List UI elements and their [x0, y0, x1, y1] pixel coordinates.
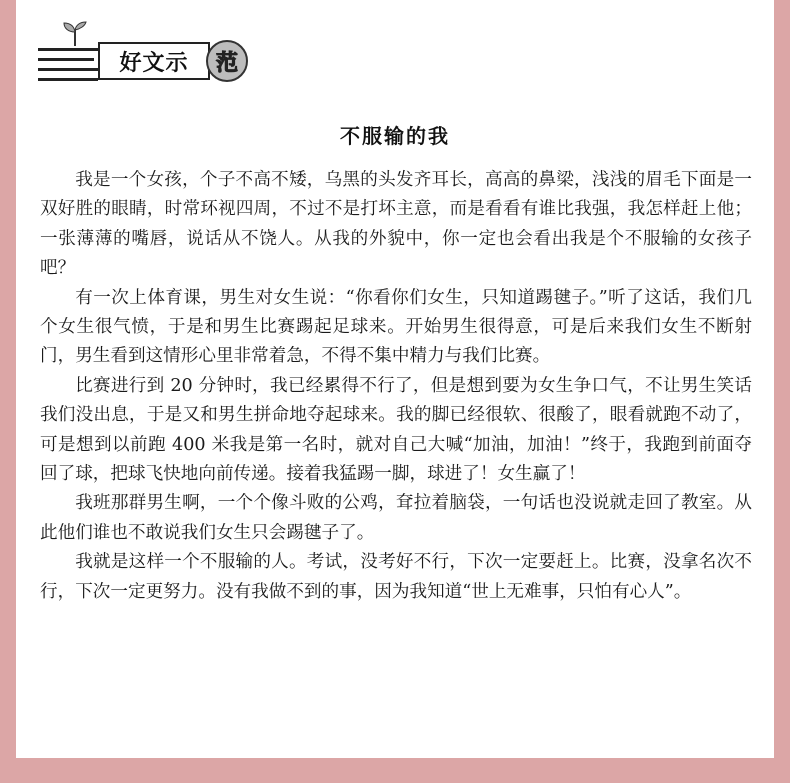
section-label: 好文示	[98, 42, 210, 80]
paragraph: 我是一个女孩，个子不高不矮，乌黑的头发齐耳长，高高的鼻梁，浅浅的眉毛下面是一双好胜的眼睛，时常环视四周，不过不是打坏主意，而是看看有谁比我强，我怎样赶上他；一张薄薄的嘴唇，说话从不饶人。从我的外貌中，你一定也会看出我是个不服输的女孩子吧？	[40, 170, 752, 279]
sprout-icon	[60, 20, 90, 46]
section-header	[38, 20, 248, 82]
page	[16, 0, 774, 758]
article-body	[40, 166, 752, 607]
paragraph: 我班那群男生啊，一个个像斗败的公鸡，耷拉着脑袋，一句话也没说就走回了教室。从此他们谁也不敢说我们女生只会踢毽子了。	[40, 493, 752, 543]
fan-badge-icon: 范	[206, 40, 248, 82]
paragraph: 我就是这样一个不服输的人。考试，没考好不行，下次一定要赶上。比赛，没拿名次不行，下次一定更努力。没有我做不到的事，因为我知道“世上无难事，只怕有心人”。	[40, 552, 752, 602]
article-title: 不服输的我	[340, 124, 450, 148]
paragraph: 比赛进行到 20 分钟时，我已经累得不行了，但是想到要为女生争口气，不让男生笑话我们没出息，于是又和男生拼命地夺起球来。我的脚已经很软、很酸了，眼看就跑不动了，可是想到以前跑 400 米我是第一名时，就对自己大喊“加油，加油！”终于，我跑到前面夺回了球，把球飞快地向前传递。接着我猛踢一脚，球进了！女生赢了！	[40, 375, 752, 485]
paragraph: 有一次上体育课，男生对女生说：“你看你们女生，只知道踢毽子。”听了这话，我们几个女生很气愤，于是和男生比赛踢起足球来。开始男生很得意，可是后来我们女生不断射门，男生看到这情形心里非常着急，不得不集中精力与我们比赛。	[40, 287, 752, 367]
